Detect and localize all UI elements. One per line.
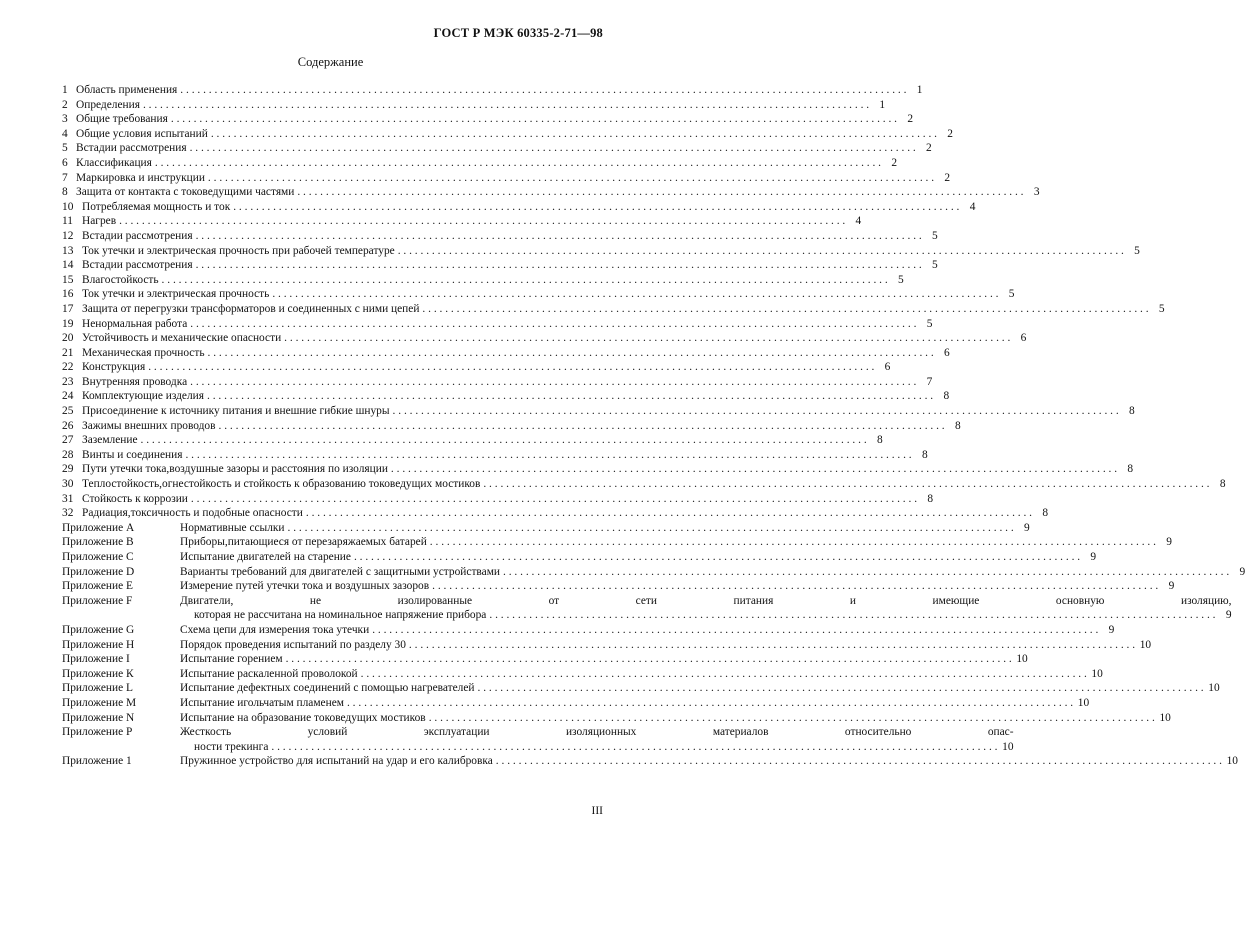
section-page: 8	[943, 390, 950, 403]
toc-appendix-row	[62, 579, 1175, 594]
toc-section-row	[62, 462, 1134, 477]
appendix-prefix: Приложение N	[62, 711, 135, 724]
dot-leader	[204, 389, 933, 404]
dot-leader	[429, 579, 1158, 594]
section-number: 4	[62, 127, 68, 140]
toc-section-row	[62, 492, 934, 507]
section-page: 5	[1008, 288, 1015, 301]
section-page: 1	[879, 98, 886, 111]
toc-section-row	[62, 112, 914, 127]
section-title: Общие требования	[76, 113, 168, 126]
dot-leader	[369, 623, 1098, 638]
toc-section-row	[62, 375, 933, 390]
section-number: 29	[62, 463, 74, 476]
section-page: 2	[907, 113, 914, 126]
section-number: 21	[62, 346, 74, 359]
appendix-title: Порядок проведения испытаний по разделу 30	[180, 638, 406, 651]
section-number: 17	[62, 302, 74, 315]
toc-section-row	[62, 302, 1165, 317]
section-number: 3	[62, 113, 68, 126]
appendix-title: Измерение путей утечки тока и воздушных зазоров	[180, 580, 430, 593]
appendix-page: 10	[1077, 696, 1090, 709]
section-number: 32	[62, 507, 74, 520]
appendix-page: 10	[1091, 667, 1103, 680]
section-number: 19	[62, 317, 74, 330]
section-title: Радиация,токсичность и подобные опасности	[82, 507, 303, 520]
section-page: 6	[884, 361, 891, 374]
dot-leader	[480, 477, 1209, 492]
section-title: Зажимы внешних проводов	[82, 419, 216, 432]
section-title: Устойчивость и механические опасности	[82, 332, 282, 345]
appendix-page: 10	[1159, 711, 1171, 724]
dot-leader	[419, 302, 1148, 317]
toc-section-row	[62, 433, 883, 448]
toc-appendix-row	[62, 652, 1028, 667]
dot-leader	[187, 375, 916, 390]
appendix-page: 9	[1023, 521, 1030, 534]
dot-leader	[406, 638, 1135, 653]
appendix-prefix: Приложение С	[62, 551, 134, 563]
appendix-page: 9	[1225, 609, 1232, 622]
section-title: Заземление	[82, 434, 138, 447]
appendix-title: Испытание на образование токоведущих мостиков	[180, 711, 426, 724]
dot-leader	[152, 156, 881, 171]
dot-leader	[205, 171, 934, 186]
section-number: 13	[62, 244, 74, 257]
dot-leader	[493, 754, 1222, 769]
toc-appendix-row	[62, 623, 1115, 638]
toc-section-row	[62, 229, 938, 244]
toc-section-row	[62, 200, 976, 215]
appendix-prefix: Приложение А	[62, 521, 135, 534]
appendix-page: 10	[1226, 755, 1238, 768]
document-header: ГОСТ Р МЭК 60335-2-71—98	[433, 26, 603, 40]
toc-appendix-row	[62, 681, 1220, 696]
section-page: 5	[1134, 244, 1140, 257]
section-page: 8	[921, 448, 928, 461]
toc-section-row	[62, 127, 953, 142]
dot-leader	[285, 521, 1014, 536]
section-title: Встадии рассмотрения	[76, 142, 187, 155]
section-number: 14	[62, 259, 74, 272]
section-page: 5	[1158, 302, 1165, 315]
toc-section-row	[62, 244, 1140, 259]
toc-section-row	[62, 317, 933, 332]
section-title: Стойкость к коррозии	[82, 492, 188, 505]
toc-section-row	[62, 83, 923, 98]
section-page: 8	[927, 492, 934, 505]
section-title: Винты и соединения	[82, 448, 183, 461]
appendix-prefix: Приложение Н	[62, 638, 135, 651]
toc-section-row	[62, 477, 1226, 492]
dot-leader	[281, 331, 1010, 346]
appendix-title: Испытание двигателей на старение	[180, 551, 351, 563]
dot-leader	[182, 448, 911, 463]
appendix-title: Испытание горением	[180, 653, 283, 666]
dot-leader	[138, 433, 867, 448]
toc-appendix-row	[62, 594, 1232, 623]
toc-section-row	[62, 287, 1015, 302]
dot-leader	[351, 550, 1080, 565]
toc-appendix-row	[62, 550, 1097, 565]
section-title: Общие условия испытаний	[76, 127, 208, 140]
dot-leader	[193, 229, 922, 244]
appendix-title: Испытание раскаленной проволокой	[180, 667, 358, 680]
dot-leader	[475, 681, 1204, 696]
dot-leader	[187, 141, 916, 156]
appendix-prefix: Приложение F	[62, 594, 133, 607]
toc-section-row	[62, 448, 928, 463]
page-number: III	[591, 805, 603, 817]
toc-appendix-row	[62, 725, 1014, 754]
dot-leader	[294, 185, 1023, 200]
section-number: 10	[62, 200, 74, 213]
section-title: Теплостойкость,огнестойкость и стойкость к образованию токоведущих мостиков	[82, 478, 481, 491]
section-page: 1	[916, 84, 923, 96]
section-number: 5	[62, 142, 68, 155]
section-number: 8	[62, 186, 68, 199]
section-page: 3	[1033, 186, 1040, 199]
toc-section-row	[62, 419, 961, 434]
section-title: Внутренняя проводка	[82, 375, 188, 388]
section-page: 2	[944, 171, 951, 184]
section-page: 8	[1219, 478, 1226, 491]
appendix-title: Пружинное устройство для испытаний на удар и его калибровка	[180, 755, 493, 768]
appendix-prefix: Приложение К	[62, 667, 134, 680]
appendix-page: 10	[1208, 682, 1220, 695]
section-title: Потребляемая мощность и ток	[82, 200, 231, 213]
section-title: Защита от контакта с токоведущими частями	[76, 186, 295, 199]
section-title: Нагрев	[82, 215, 117, 228]
section-page: 7	[926, 375, 933, 388]
appendix-prefix: Приложение Р	[62, 726, 133, 739]
section-title: Защита от перегрузки трансформаторов и соединенных с ними цепей	[82, 302, 420, 315]
toc-section-row	[62, 506, 1049, 521]
section-number: 11	[62, 215, 73, 228]
section-title: Ненормальная работа	[82, 317, 188, 330]
section-page: 6	[943, 346, 950, 359]
section-title: Комплектующие изделия	[82, 390, 204, 403]
section-number: 12	[62, 229, 74, 242]
dot-leader	[395, 244, 1124, 259]
section-number: 1	[62, 84, 68, 96]
dot-leader	[500, 565, 1229, 580]
appendix-page: 10	[1002, 740, 1014, 753]
section-number: 31	[62, 492, 74, 505]
appendix-page: 10	[1016, 653, 1028, 666]
section-page: 5	[932, 259, 938, 272]
toc-section-row	[62, 389, 950, 404]
section-number: 24	[62, 390, 74, 403]
section-number: 6	[62, 156, 68, 169]
appendix-prefix: Приложение G	[62, 623, 135, 636]
appendix-prefix: Приложение D	[62, 565, 135, 578]
contents-title: Содержание	[297, 55, 364, 69]
section-title: Встадии рассмотрения	[82, 259, 193, 272]
appendix-title-continued: ности трекинга	[194, 740, 269, 753]
dot-leader	[177, 83, 906, 98]
appendix-title-continued: которая не рассчитана на номинальное напряжение прибора	[194, 609, 487, 622]
toc-appendix-row	[62, 711, 1171, 726]
section-number: 25	[62, 405, 74, 418]
dot-leader	[208, 127, 937, 142]
toc-appendix-row	[62, 565, 1245, 580]
section-title: Влагостойкость	[82, 273, 159, 286]
appendix-prefix: Приложение М	[62, 696, 137, 709]
section-page: 5	[932, 229, 938, 242]
toc-appendix-row	[62, 754, 1238, 769]
dot-leader	[216, 419, 945, 434]
dot-leader	[268, 740, 997, 755]
appendix-page: 9	[1166, 536, 1172, 549]
appendix-title: Схема цепи для измерения тока утечки	[180, 623, 370, 636]
dot-leader	[358, 667, 1087, 682]
section-number: 27	[62, 434, 74, 447]
section-title: Механическая прочность	[82, 346, 205, 359]
section-number: 20	[62, 332, 74, 345]
section-number: 23	[62, 375, 74, 388]
dot-leader	[486, 608, 1215, 623]
section-number: 28	[62, 448, 74, 461]
appendix-title: Варианты требований для двигателей с защитными устройствами	[180, 565, 501, 578]
appendix-page: 9	[1239, 565, 1245, 578]
appendix-prefix: Приложение В	[62, 536, 134, 549]
dot-leader	[116, 214, 845, 229]
toc-section-row	[62, 331, 1027, 346]
section-page: 8	[954, 419, 961, 432]
appendix-page: 10	[1139, 638, 1152, 651]
section-page: 6	[1020, 332, 1027, 345]
toc-section-row	[62, 214, 862, 229]
dot-leader	[427, 535, 1156, 550]
section-number: 15	[62, 273, 74, 286]
section-title: Пути утечки тока,воздушные зазоры и расстояния по изоляции	[82, 463, 388, 476]
appendix-title: Испытание дефектных соединений с помощью нагревателей	[180, 682, 475, 695]
toc-section-row	[62, 185, 1040, 200]
dot-leader	[388, 462, 1117, 477]
appendix-page: 9	[1090, 551, 1097, 563]
dot-leader	[193, 258, 922, 273]
toc-appendix-row	[62, 696, 1090, 711]
toc-appendix-row	[62, 638, 1152, 653]
appendix-prefix: Приложение L	[62, 682, 133, 695]
toc-section-row	[62, 360, 891, 375]
section-title: Ток утечки и электрическая прочность при рабочей температуре	[82, 244, 395, 257]
dot-leader	[188, 492, 917, 507]
section-number: 2	[62, 98, 68, 111]
section-title: Ток утечки и электрическая прочность	[82, 288, 270, 301]
dot-leader	[168, 112, 897, 127]
toc-section-row	[62, 273, 904, 288]
section-number: 16	[62, 288, 74, 301]
table-of-contents	[62, 83, 1245, 769]
toc-section-row	[62, 258, 938, 273]
section-title: Область применения	[76, 84, 178, 96]
dot-leader	[230, 200, 959, 215]
appendix-title: Испытание игольчатым пламенем	[180, 696, 344, 709]
toc-appendix-row	[62, 521, 1030, 536]
appendix-page: 9	[1168, 580, 1175, 593]
section-title: Классификация	[76, 156, 152, 169]
section-number: 7	[62, 171, 68, 184]
appendix-title: Приборы,питающиеся от перезаряжаемых батарей	[180, 536, 427, 549]
appendix-title: Жесткость условий эксплуатации изоляционных материалов относительно опас-	[180, 726, 1014, 739]
toc-section-row	[62, 171, 951, 186]
section-title: Присоединение к источнику питания и внешние гибкие шнуры	[82, 405, 390, 418]
toc-section-row	[62, 141, 932, 156]
section-number: 26	[62, 419, 74, 432]
toc-section-row	[62, 346, 950, 361]
appendix-prefix: Приложение I	[62, 653, 130, 666]
section-title: Встадии рассмотрения	[82, 229, 193, 242]
toc-appendix-row	[62, 535, 1172, 550]
dot-leader	[283, 652, 1012, 667]
toc-section-row	[62, 98, 886, 113]
section-number: 22	[62, 361, 74, 374]
section-page: 2	[926, 142, 932, 155]
dot-leader	[159, 273, 888, 288]
appendix-prefix: Приложение 1	[62, 755, 132, 768]
appendix-title: Двигатели, не изолированные от сети питания и имеющие основную изоляцию,	[180, 594, 1232, 607]
dot-leader	[145, 360, 874, 375]
section-page: 8	[1042, 507, 1049, 520]
section-page: 2	[891, 156, 898, 169]
toc-section-row	[62, 404, 1135, 419]
section-page: 2	[947, 127, 953, 140]
section-page: 8	[876, 434, 883, 447]
appendix-prefix: Приложение Е	[62, 580, 133, 593]
dot-leader	[140, 98, 869, 113]
section-page: 8	[1127, 463, 1134, 476]
dot-leader	[426, 711, 1155, 726]
section-title: Маркировка и инструкции	[76, 171, 205, 184]
section-page: 5	[898, 273, 904, 286]
dot-leader	[344, 696, 1073, 711]
dot-leader	[269, 287, 998, 302]
dot-leader	[187, 317, 916, 332]
appendix-title: Нормативные ссылки	[180, 521, 285, 534]
toc-section-row	[62, 156, 898, 171]
section-page: 4	[969, 200, 976, 213]
section-page: 4	[855, 215, 862, 228]
section-title: Определения	[76, 98, 140, 111]
section-page: 5	[926, 317, 933, 330]
dot-leader	[390, 404, 1119, 419]
section-title: Конструкция	[82, 361, 146, 374]
appendix-page: 9	[1108, 623, 1115, 636]
toc-appendix-row	[62, 667, 1103, 682]
section-page: 8	[1129, 405, 1135, 418]
dot-leader	[205, 346, 934, 361]
dot-leader	[303, 506, 1032, 521]
section-number: 30	[62, 478, 74, 491]
